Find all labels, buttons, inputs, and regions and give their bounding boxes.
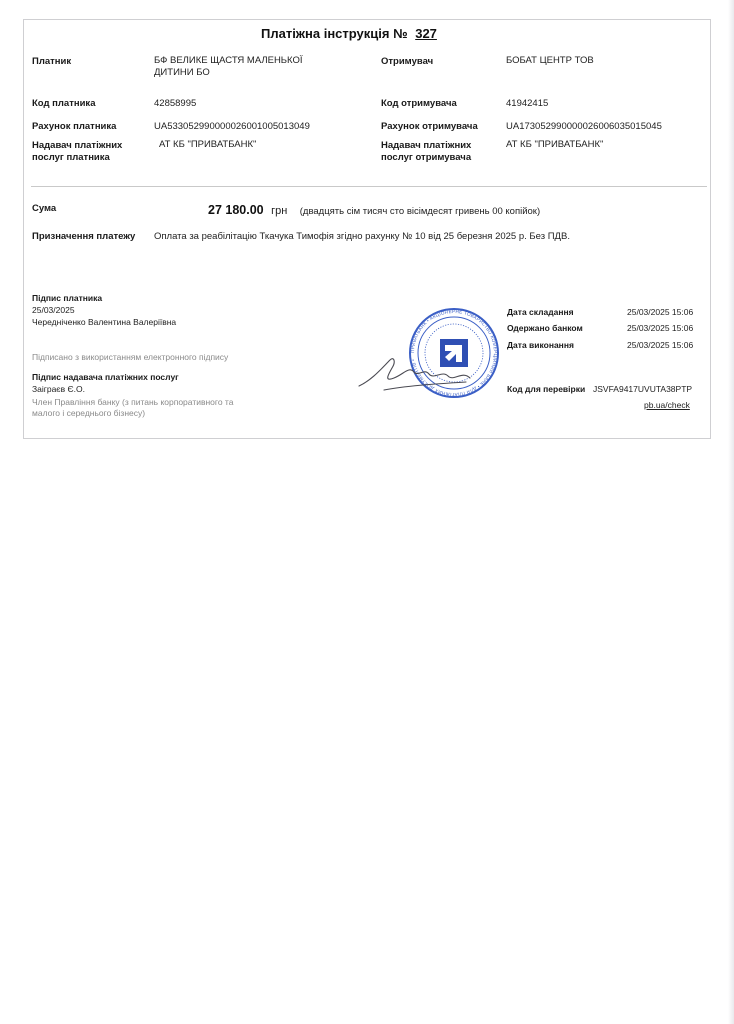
stamp-ring-text: ПРИВАТБАНК • АКЦІОНЕРНЕ ТОВАРИСТВО КОМЕРЦІЙНИЙ БАНК • ДЛЯ ПЛАТІЖНИХ ДОКУМЕНТІВ •	[409, 308, 499, 398]
provider-signature-name: Заіграєв Є.О.	[32, 384, 85, 394]
payer-name-line2: ДИТИНИ БО	[154, 67, 210, 78]
payment-instruction-document	[23, 19, 711, 439]
payer-provider-label-line2: послуг платника	[32, 152, 110, 163]
purpose-text: Оплата за реабілітацію Ткачука Тимофія згідно рахунку № 10 від 25 березня 2025 р. Без ПДВ.	[154, 231, 570, 242]
recipient-code: 41942415	[506, 98, 549, 109]
bank-signature-and-stamp	[354, 308, 504, 398]
payer-account-label: Рахунок платника	[32, 121, 117, 132]
provider-position-line2: малого і середнього бізнесу)	[32, 408, 146, 418]
recipient-account: UA173052990000026006035015045	[506, 121, 662, 132]
electronic-signature-note: Підписано з використанням електронного підпису	[32, 352, 229, 362]
executed-date-label: Дата виконання	[507, 340, 574, 350]
document-number: 327	[415, 26, 437, 41]
sum-words: (двадцять сім тисяч сто вісімдесят гривень 00 копійок)	[299, 206, 541, 217]
verification-code: JSVFA9417UVUTA38PTP	[593, 384, 693, 394]
sum-label: Сума	[32, 203, 57, 214]
recipient-provider-label-line2: послуг отримувача	[381, 152, 472, 163]
payer-signature-label: Підпис платника	[32, 293, 103, 303]
payer-signature-date: 25/03/2025	[32, 305, 75, 315]
page-edge	[728, 0, 734, 1024]
verification-link[interactable]: pb.ua/check	[644, 400, 690, 410]
recipient-code-label: Код отримувача	[381, 98, 457, 109]
bank-stamp	[410, 309, 500, 397]
recipient-label: Отримувач	[381, 56, 434, 67]
payer-provider: АТ КБ "ПРИВАТБАНК"	[159, 139, 257, 150]
provider-position-line1: Член Правління банку (з питань корпоративного та	[32, 397, 234, 407]
executed-date: 25/03/2025 15:06	[627, 340, 694, 350]
created-date-label: Дата складання	[507, 307, 574, 317]
title-text: Платіжна інструкція №	[261, 26, 408, 41]
provider-signature-label: Підпис надавача платіжних послуг	[32, 372, 179, 382]
purpose-label: Призначення платежу	[32, 231, 136, 242]
sum-row	[208, 201, 540, 219]
payer-provider-label-line1: Надавач платіжних	[32, 140, 123, 151]
document-title	[261, 26, 437, 41]
payer-code-label: Код платника	[32, 98, 96, 109]
recipient-provider: АТ КБ "ПРИВАТБАНК"	[506, 139, 604, 150]
created-date: 25/03/2025 15:06	[627, 307, 694, 317]
payer-signature-name: Чередніченко Валентина Валеріївна	[32, 317, 177, 327]
recipient-name: БОБАТ ЦЕНТР ТОВ	[506, 55, 594, 66]
verification-code-label: Код для перевірки	[507, 384, 586, 394]
payer-label: Платник	[32, 56, 72, 67]
recipient-account-label: Рахунок отримувача	[381, 121, 478, 132]
recipient-provider-label-line1: Надавач платіжних	[381, 140, 472, 151]
sum-amount: 27 180.00	[208, 203, 264, 217]
payer-name-line1: БФ ВЕЛИКЕ ЩАСТЯ МАЛЕНЬКОЇ	[154, 55, 303, 66]
payer-code: 42858995	[154, 98, 197, 109]
section-divider	[31, 186, 707, 187]
received-date: 25/03/2025 15:06	[627, 323, 694, 333]
payer-account: UA533052990000026001005013049	[154, 121, 310, 132]
received-date-label: Одержано банком	[507, 323, 583, 333]
sum-currency: грн	[271, 205, 288, 217]
